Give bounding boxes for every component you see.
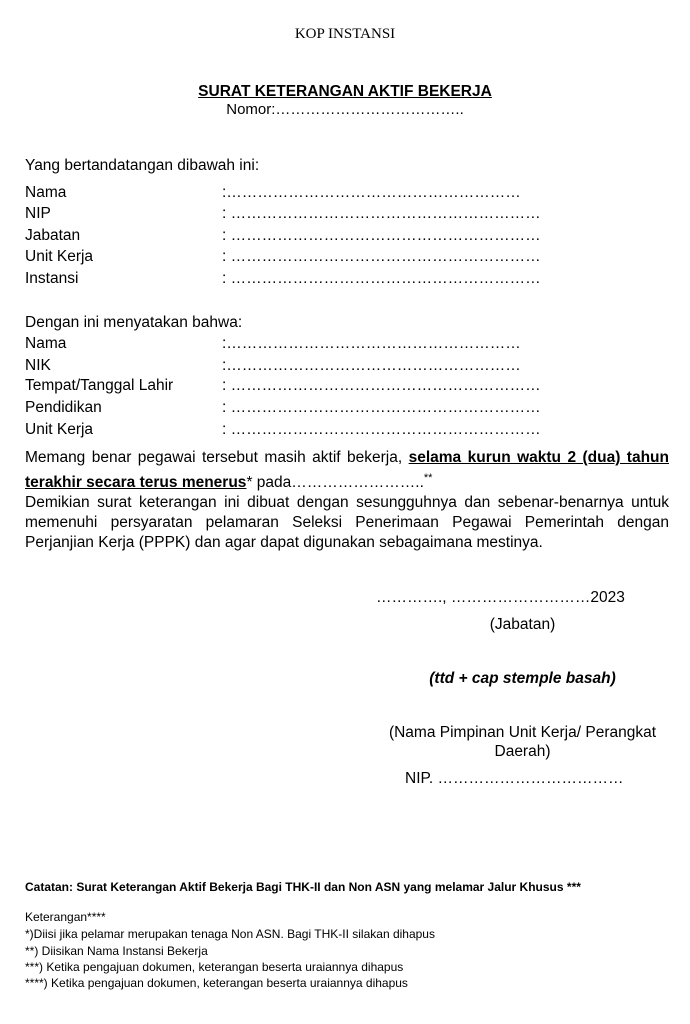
keterangan-item: *)Diisi jika pelamar merupakan tenaga Non ASN. Bagi THK-II silakan dihapus [25,927,435,941]
signer-field-value: : …………………………………………………… [222,248,541,265]
signer-field-label: Jabatan [25,227,81,244]
statement-paragraph [25,448,669,493]
signer-field-label: Nama [25,184,67,201]
keterangan-title: Keterangan**** [25,910,106,924]
signature-position: (Jabatan) [489,616,556,633]
employee-field-value: :………………………………………………… [222,357,521,374]
signer-field-value: : …………………………………………………… [222,205,541,222]
employee-field-label: Nama [25,335,67,352]
statement-text: Memang benar pegawai tersebut masih aktif bekerja, [25,449,409,466]
signer-field-value: : …………………………………………………… [222,227,541,244]
signer-intro: Yang bertandatangan dibawah ini: [25,157,260,174]
employee-field-value: : …………………………………………………… [222,421,541,438]
signature-place-date: …………., ………………………2023 [376,589,625,606]
employee-intro: Dengan ini menyatakan bahwa: [25,314,243,331]
employee-field-label: Pendidikan [25,399,102,416]
signature-name-line1: (Nama Pimpinan Unit Kerja/ Perangkat [388,724,657,741]
signature-stamp-placeholder: (ttd + cap stemple basah) [429,670,616,687]
employee-field-value: :………………………………………………… [222,335,521,352]
catatan-note: Catatan: Surat Keterangan Aktif Bekerja Bagi THK-II dan Non ASN yang melamar Jalur Khusus *** [25,880,581,894]
closing-paragraph: Demikian surat keterangan ini dibuat dengan sesungguhnya dan sebenar-benarnya untuk memenuhi persyaratan pelamaran Seleksi Penerimaan Pegawai Pemerintah dengan Perjanjian Kerja (PPPK) dan agar dapat digunakan sebagaimana mestinya. [25,494,669,551]
signer-field-label: NIP [25,205,51,222]
employee-field-label: Tempat/Tanggal Lahir [25,377,174,394]
signer-field-value: :………………………………………………… [222,184,521,201]
letterhead-label: KOP INSTANSI [294,26,396,42]
signer-field-label: Instansi [25,270,79,287]
employee-field-label: Unit Kerja [25,421,94,438]
statement-text: * pada…………………….. [246,474,424,492]
signer-field-label: Unit Kerja [25,248,94,265]
keterangan-item: **) Diisikan Nama Instansi Bekerja [25,944,208,958]
signature-name-line2: Daerah) [494,743,551,760]
statement-emphasis: selama kurun waktu 2 (dua) tahun terakhir secara terus menerus [25,449,669,492]
document-number: Nomor:……………………………….. [226,101,464,118]
employee-field-value: : …………………………………………………… [222,377,541,394]
document-title: SURAT KETERANGAN AKTIF BEKERJA [198,83,492,100]
employee-field-label: NIK [25,357,51,374]
employee-field-value: : …………………………………………………… [222,399,541,416]
keterangan-item: ****) Ketika pengajuan dokumen, keterangan beserta uraiannya dihapus [25,976,408,990]
signer-field-value: : …………………………………………………… [222,270,541,287]
statement-footnote-mark: ** [423,472,433,484]
keterangan-item: ***) Ketika pengajuan dokumen, keterangan beserta uraiannya dihapus [25,960,404,974]
signature-nip: NIP. ……………………………… [405,770,624,787]
